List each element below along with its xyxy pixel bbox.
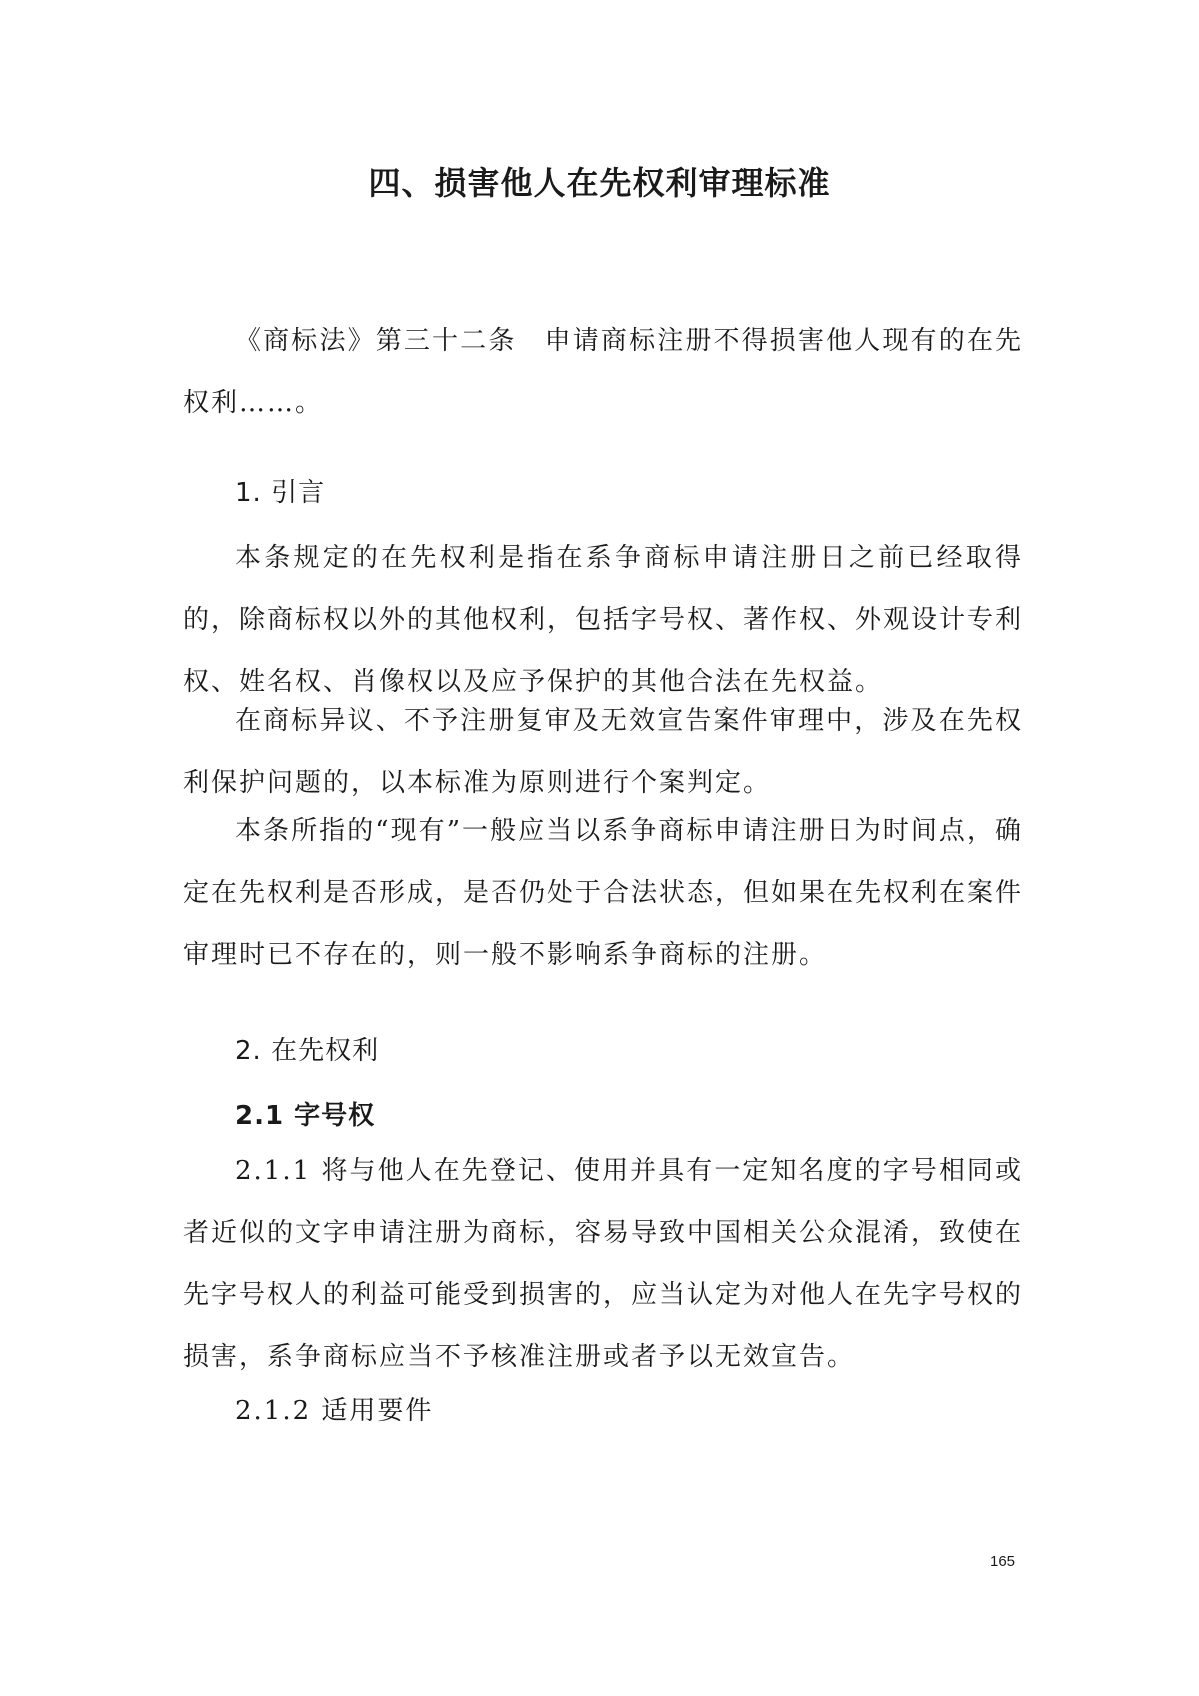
trade-name-paragraph: 2.1.1 将与他人在先登记、使用并具有一定知名度的字号相同或者近似的文字申请注册为商标，容易导致中国相关公众混淆，致使在先字号权人的利益可能受到损害的，应当认定为对他人在先字号权的损害，系争商标应当不予核准注册或者予以无效宣告。 [183, 1156, 1024, 1372]
section-heading-prior-rights: 2. 在先权利 [235, 1036, 380, 1066]
intro-paragraph-1: 本条规定的在先权利是指在系争商标申请注册日之前已经取得的，除商标权以外的其他权利，包括字号权、著作权、外观设计专利权、姓名权、肖像权以及应予保护的其他合法在先权益。 [183, 543, 1024, 697]
page-number: 165 [990, 1553, 1016, 1570]
intro-paragraph-2: 在商标异议、不予注册复审及无效宣告案件审理中，涉及在先权利保护问题的，以本标准为原则进行个案判定。 [183, 706, 1023, 798]
subsection-heading-requirements: 2.1.2 适用要件 [235, 1396, 434, 1426]
intro-paragraph-3: 本条所指的“现有”一般应当以系争商标申请注册日为时间点，确定在先权利是否形成，是否仍处于合法状态，但如果在先权利在案件审理时已不存在的，则一般不影响系争商标的注册。 [183, 816, 1024, 970]
section-heading-introduction: 1. 引言 [235, 478, 326, 508]
law-quote-paragraph: 《商标法》第三十二条 申请商标注册不得损害他人现有的在先权利……。 [183, 326, 1023, 418]
subsection-heading-trade-name: 2.1 字号权 [235, 1101, 376, 1131]
page-title: 四、损害他人在先权利审理标准 [368, 164, 831, 202]
